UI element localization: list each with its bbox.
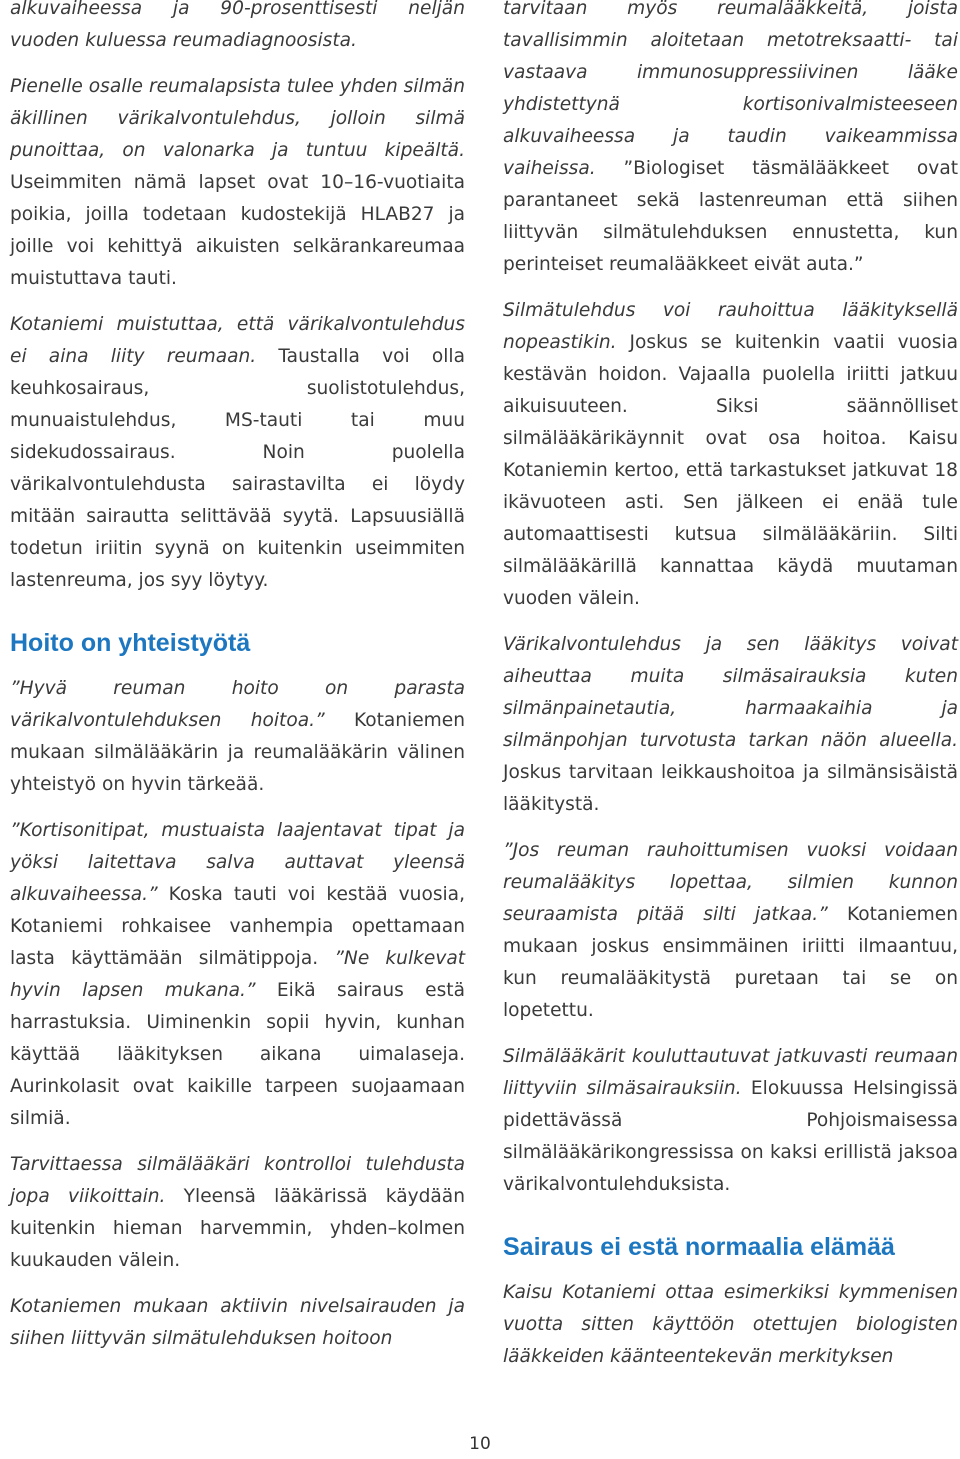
paragraph: Kotaniemi muistuttaa, että värikalvontulehdus ei aina liity reumaan. Taustalla voi olla keuhkosairaus, suolistotulehdus, munuaistulehdus, MS-tauti tai muu sidekudossairaus. Noin puolella värikalvontulehdusta sairastavilta ei löydy mitään sairautta selittävää syytä. Lapsuusiällä todetun iriitin syynä on kuitenkin useimmiten lastenreuma, jos syy löytyy. [10,314,465,591]
paragraph: Tarvittaessa silmälääkäri kontrolloi tulehdusta jopa viikoittain. Yleensä lääkärissä käydään kuitenkin hieman harvemmin, yhden–kolmen kuukauden välein. [10,1154,465,1271]
paragraph: tarvitaan myös reumalääkkeitä, joista tavallisimmin aloitetaan metotreksaatti- tai vastaava immunosuppressiivinen lääke yhdistettynä kortisonivalmisteeseen alkuvaiheessa ja taudin vaikeammissa vaiheissa. ”Biologiset täsmälääkkeet ovat parantaneet sekä lastenreuman että siihen liittyvän silmätulehduksen ennustetta, kun perinteiset reumalääkkeet eivät auta.” [503,0,958,275]
paragraph: Pienelle osalle reumalapsista tulee yhden silmän äkillinen värikalvontulehdus, jolloin silmä punoittaa, on valonarka ja tuntuu kipeältä. Useimmiten nämä lapset ovat 10–16-vuotiaita poikia, joilla todetaan kudostekijä HLAB27 ja joille voi kehittyä aikuisten selkärankareumaa muistuttava tauti. [10,76,465,289]
paragraph: ”Kortisonitipat, mustuaista laajentavat tipat ja yöksi laitettava salva auttavat yleensä alkuvaiheessa.” Koska tauti voi kestää vuosia, Kotaniemi rohkaisee vanhempia opettamaan lasta käyttämään silmätippoja. ”Ne kulkevat hyvin lapsen mukana.” Eikä sairaus estä harrastuksia. Uiminenkin sopii hyvin, kunhan käyttää lääkityksen aikana uimalaseja. Aurinkolasit ovat kaikille tarpeen suojaamaan silmiä. [10,820,466,1129]
paragraph: Silmälääkärit kouluttautuvat jatkuvasti reumaan liittyviin silmäsairauksiin. Elokuussa Helsingissä pidettävässä Pohjoismaisessa silmälääkärikongressissa on kaksi erillistä jaksoa värikalvontulehduksista. [503,1046,958,1195]
paragraph: ”Jos reuman rauhoittumisen vuoksi voidaan reumalääkitys lopettaa, silmien kunnon seuraamista pitää silti jatkaa.” Kotaniemen mukaan joskus ensimmäinen iriitti ilmaantuu, kun reumalääkitystä puretaan tai se on lopetettu. [503,840,958,1021]
page-number: 10 [469,1434,491,1454]
paragraph: ”Hyvä reuman hoito on parasta värikalvontulehduksen hoitoa.” Kotaniemen mukaan silmälääkärin ja reumalääkärin välinen yhteistyö on hyvin tärkeää. [10,678,465,795]
paragraph: Kaisu Kotaniemi ottaa esimerkiksi kymmenisen vuotta sitten käyttöön otettujen biologisten lääkkeiden käänteentekevän merkityksen [503,1282,958,1367]
paragraph: Värikalvontulehdus ja sen lääkitys voivat aiheuttaa muita silmäsairauksia kuten silmänpainetautia, harmaakaihia ja silmänpohjan turvotusta tarkan näön alueella. Joskus tarvitaan leikkaushoitoa ja silmänsisäistä lääkitystä. [503,634,958,815]
section-heading: Sairaus ei estä normaalia elämää [503,1233,895,1261]
paragraph: Silmätulehdus voi rauhoittua lääkityksellä nopeastikin. Joskus se kuitenkin vaatii vuosia kestävän hoidon. Vajaalla puolella iriitti jatkuu aikuisuuteen. Siksi säännölliset silmälääkärikäynnit ovat osa hoitoa. Kaisu Kotaniemin kertoo, että tarkastukset jatkuvat 18 ikävuoteen asti. Sen jälkeen ei enää tule automaattisesti kutsua silmälääkäriin. Silti silmälääkärillä kannattaa käydä muutaman vuoden välein. [503,300,958,609]
right-column [503,0,958,1387]
left-column [10,0,465,1369]
section-heading: Hoito on yhteistyötä [10,629,251,657]
paragraph: alkuvaiheessa ja 90-prosenttisesti neljän vuoden kuluessa reumadiagnoosista. [10,0,465,51]
paragraph: Kotaniemen mukaan aktiivin nivelsairauden ja siihen liittyvän silmätulehduksen hoitoon [10,1296,465,1349]
